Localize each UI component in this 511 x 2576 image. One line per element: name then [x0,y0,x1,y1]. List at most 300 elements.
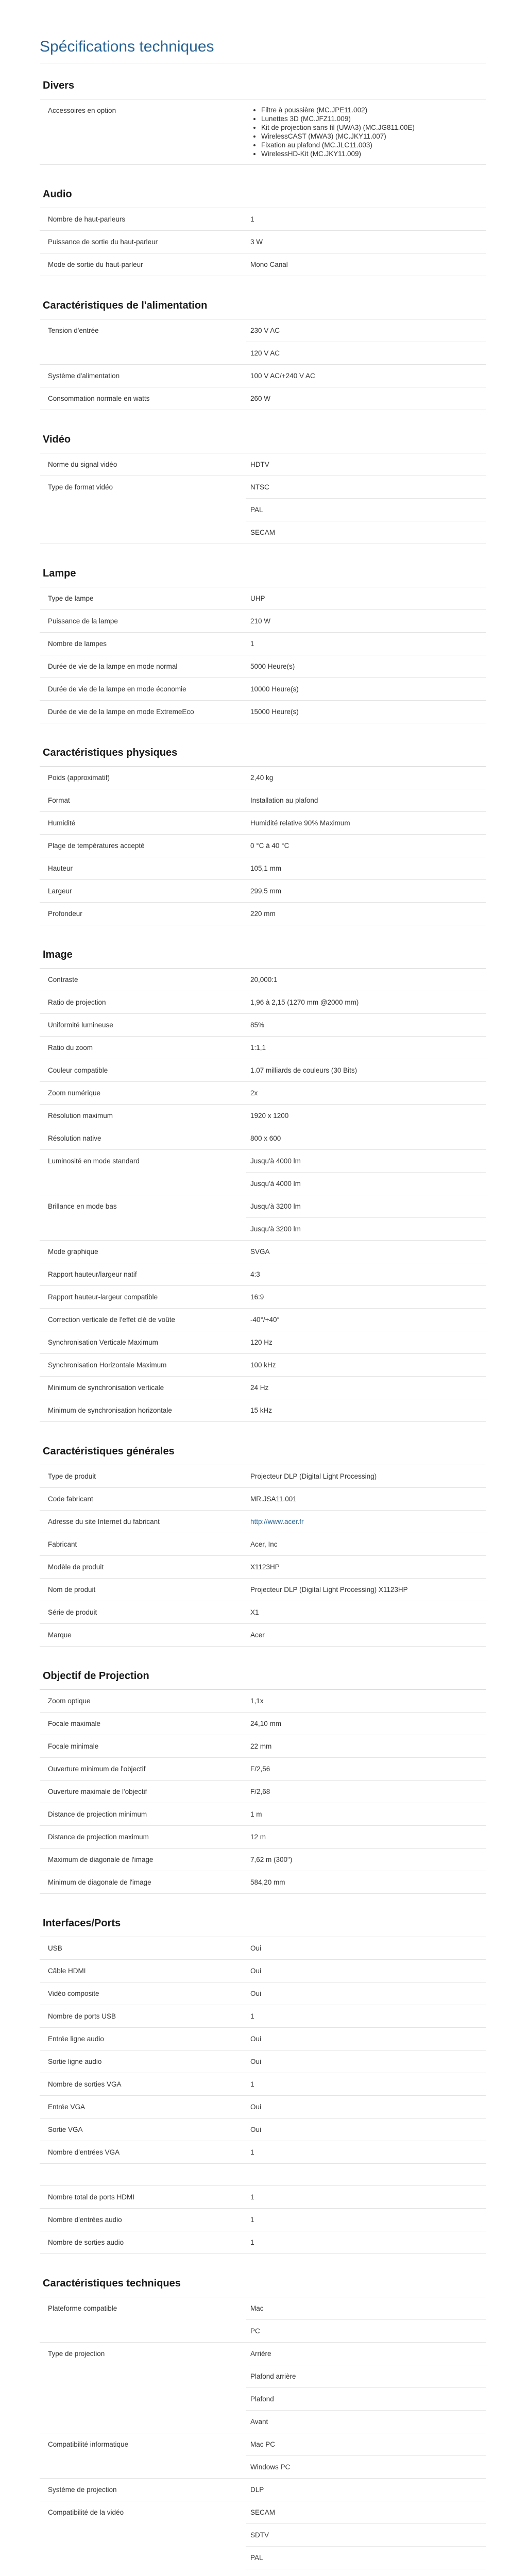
spec-row-type-de-lampe [40,587,486,610]
spec-values [246,1195,486,1240]
spec-value: 12 m [250,1833,266,1841]
spec-label: Type de format vidéo [48,483,113,491]
spec-values [246,1937,486,1959]
spec-row-minimum-de-synchronisation-verticale [40,1377,486,1399]
spec-row-compatibilite-informatique [40,2433,486,2479]
spec-row-distance-de-projection-maximum [40,1826,486,1849]
spec-value: PC [250,2327,260,2335]
spec-value: 120 V AC [250,349,280,357]
spec-label: Durée de vie de la lampe en mode économie [48,685,186,693]
spec-row-entree-ligne-audio [40,2028,486,2050]
spec-value: Installation au plafond [250,796,318,804]
spec-label: Nom de produit [48,1586,96,1594]
spec-value: 100 kHz [250,1361,276,1369]
spec-value: 2,40 kg [250,774,274,782]
spec-values [246,789,486,811]
spec-values [246,2050,486,2073]
spec-row-video-composite [40,1982,486,2005]
list-item: • Fixation au plafond (MC.JLC11.003) [261,141,478,149]
spec-row-adresse-du-site-internet-du-fabricant [40,1511,486,1533]
spec-row-nombre-de-sorties-audio [40,2231,486,2254]
spec-label: Poids (approximatif) [48,774,110,782]
spec-row-marque [40,1624,486,1647]
spec-value: 584,20 mm [250,1878,285,1886]
spec-label: Type de projection [48,2350,105,2358]
spec-label: Ouverture minimum de l'objectif [48,1765,146,1773]
spec-row-nombre-total-de-ports-hdmi [40,2186,486,2209]
spec-row-focale-maximale [40,1713,486,1735]
spec-row-luminosite-en-mode-standard [40,1150,486,1195]
spec-row-systeme-de-projection [40,2479,486,2501]
spec-label: Accessoires en option [48,107,116,114]
spec-values [246,387,486,410]
spec-value: Oui [250,1990,262,1997]
section-caracteristiques-techniques [40,2269,486,2576]
spec-label: Couleur compatible [48,1066,108,1074]
section-title: Divers [40,72,486,99]
spec-values [246,1331,486,1353]
spec-label: Uniformité lumineuse [48,1021,113,1029]
spec-values [246,1127,486,1149]
spec-values [246,767,486,789]
spec-row-nombre-de-ports-usb [40,2005,486,2028]
spec-values [246,880,486,902]
spec-label: Synchronisation Horizontale Maximum [48,1361,167,1369]
spec-value: Oui [250,2103,262,2111]
spec-label: Largeur [48,887,72,895]
spec-label: Marque [48,1631,72,1639]
spec-label: Câble HDMI [48,1967,86,1975]
spec-label: Luminosité en mode standard [48,1157,140,1165]
section-title: Objectif de Projection [40,1662,486,1690]
spec-value: 1,1x [250,1697,264,1705]
spec-value: Oui [250,2126,262,2133]
spec-value: 1 [250,2239,254,2246]
spec-values [246,812,486,834]
spec-row-modele-de-produit [40,1556,486,1579]
spec-values [246,1309,486,1331]
spec-label: Puissance de sortie du haut-parleur [48,238,158,246]
spec-values [246,610,486,632]
spec-label: Contraste [48,976,78,984]
spec-values [246,1826,486,1848]
spec-label: Plage de températures accepté [48,842,145,850]
spec-value: DLP [250,2486,264,2494]
section-title: Caractéristiques de l'alimentation [40,292,486,319]
spec-label: Hauteur [48,865,73,872]
spec-values [246,1465,486,1487]
spec-row-focale-minimale [40,1735,486,1758]
spec-value: 105,1 mm [250,865,282,872]
spec-value: F/2,56 [250,1765,270,1773]
spec-values [246,2119,486,2141]
spec-label: Focale maximale [48,1720,101,1727]
spec-row-rapport-hauteur-largeur-compatible [40,1286,486,1309]
section-divers [40,72,486,165]
spec-values [246,1758,486,1780]
spec-label: Compatibilité informatique [48,2441,129,2448]
spec-value: Mac [246,2297,486,2320]
spec-value: Oui [250,1967,262,1975]
spec-label: Puissance de la lampe [48,617,118,625]
spec-row-contraste [40,969,486,991]
spec-value: PAL [246,499,486,521]
spec-values [246,587,486,609]
spec-row-profondeur [40,903,486,925]
spec-value: 1920 x 1200 [250,1112,289,1120]
spec-row-resolution-maximum [40,1105,486,1127]
spec-values [246,1803,486,1825]
spec-row-uniformite-lumineuse [40,1014,486,1037]
spec-label: Profondeur [48,910,82,918]
spec-values [246,903,486,925]
list-item: • WirelessCAST (MWA3) (MC.JKY11.007) [261,132,478,141]
spec-label: Mode graphique [48,1248,98,1256]
spec-value: 22 mm [250,1742,272,1750]
spec-row-ratio-de-projection [40,991,486,1014]
spec-value: Plafond arrière [246,2365,486,2388]
spec-value: Projecteur DLP (Digital Light Processing) X1123HP [250,1586,408,1594]
section-title: Image [40,941,486,969]
spec-value: Oui [250,1944,262,1952]
spec-value [246,2569,486,2576]
spec-values [246,476,486,544]
spec-label: Série de produit [48,1608,97,1616]
section-title: Audio [40,180,486,208]
spec-values [246,253,486,276]
spec-value: 1 [250,2080,254,2088]
spec-values [246,633,486,655]
spec-value: 230 V AC [246,319,486,342]
spec-row-ouverture-minimum-de-l-objectif [40,1758,486,1781]
section-title: Interfaces/Ports [40,1909,486,1937]
spec-value: Jusqu'à 3200 lm [250,1225,301,1233]
spec-row-zoom-optique [40,1690,486,1713]
spec-values [246,319,486,364]
spec-row-format [40,789,486,812]
spec-values [246,2028,486,2050]
spec-values [246,231,486,253]
spec-label: Tension d'entrée [48,327,99,334]
spec-values [246,1533,486,1555]
spec-value: Windows PC [250,2463,291,2471]
spec-values [246,2231,486,2253]
section-caracteristiques-physiques [40,739,486,925]
spec-value: 16:9 [250,1293,264,1301]
list-item: • WirelessHD-Kit (MC.JKY11.009) [261,149,478,158]
spec-values [246,1713,486,1735]
spec-label: Distance de projection maximum [48,1833,149,1841]
section-caracteristiques-de-l-alimentation [40,292,486,410]
spec-label: Format [48,796,70,804]
spec-label: Résolution native [48,1134,101,1142]
spec-row-compatibilite-de-la-video [40,2501,486,2576]
accessory-list [246,99,486,164]
spec-label: Rapport hauteur-largeur compatible [48,1293,158,1301]
spec-values [246,1150,486,1195]
spec-label: Ratio de projection [48,998,106,1006]
spec-label: Maximum de diagonale de l'image [48,1856,154,1863]
spec-values [246,1871,486,1893]
spec-row-correction-verticale-de-l-effet-cle-de-voute [40,1309,486,1331]
spec-values [246,1399,486,1421]
spec-values [246,1037,486,1059]
spec-row-entree-vga [40,2096,486,2119]
spec-label: Compatibilité de la vidéo [48,2509,124,2516]
spec-row-distance-de-projection-minimum [40,1803,486,1826]
spec-row-duree-de-vie-de-la-lampe-en-mode-economie [40,678,486,701]
spec-value: Plafond [246,2388,486,2411]
spec-value: Arrière [246,2343,486,2365]
spec-value: 1.07 milliards de couleurs (30 Bits) [250,1066,357,1074]
spec-value: SECAM [250,529,276,536]
section-lampe [40,560,486,723]
spec-row-plateforme-compatible [40,2297,486,2343]
spec-row-sortie-ligne-audio [40,2050,486,2073]
spec-value: Mac PC [246,2433,486,2456]
spec-row-nombre-de-lampes [40,633,486,655]
spec-value: SDTV [246,2524,486,2547]
spec-value: Acer [250,1631,265,1639]
spec-values [246,365,486,387]
spec-values [246,2209,486,2231]
spec-value: -40°/+40° [250,1316,280,1324]
spec-value: 3 W [250,238,263,246]
spec-row-poids-approximatif [40,767,486,789]
spec-values [246,1488,486,1510]
spec-values [246,1511,486,1533]
spec-row-consommation-normale-en-watts [40,387,486,410]
section-video [40,426,486,544]
spec-label: Minimum de diagonale de l'image [48,1878,151,1886]
section-title: Caractéristiques générales [40,1437,486,1465]
spec-values [246,1579,486,1601]
spec-label: Vidéo composite [48,1990,99,1997]
spec-label: Nombre d'entrées audio [48,2216,122,2224]
spec-label: Zoom numérique [48,1089,101,1097]
spec-row-ratio-du-zoom [40,1037,486,1059]
spec-values [246,1377,486,1399]
spec-label: Fabricant [48,1540,77,1548]
spec-value: 1 [250,2216,254,2224]
spec-label: Mode de sortie du haut-parleur [48,261,143,268]
spec-label: Nombre total de ports HDMI [48,2193,135,2201]
spec-label: Nombre de lampes [48,640,107,648]
spec-values [246,2479,486,2501]
spec-row-tension-d-entree [40,319,486,365]
spec-row-brillance-en-mode-bas [40,1195,486,1241]
spec-row-puissance-de-sortie-du-haut-parleur [40,231,486,253]
spec-values [246,1735,486,1757]
spec-value: 24 Hz [250,1384,269,1392]
spec-value: Oui [250,2058,262,2065]
spec-row-nombre-d-entrees-audio [40,2209,486,2231]
section-objectif-de-projection [40,1662,486,1894]
spec-values [246,678,486,700]
spec-values [246,1601,486,1623]
spec-value: X1123HP [250,1563,280,1571]
spec-values [246,701,486,723]
spec-row-serie-de-produit [40,1601,486,1624]
spec-value: 120 Hz [250,1338,272,1346]
spec-value: 4:3 [250,1270,260,1278]
spec-row-sortie-vga [40,2119,486,2141]
spec-label: Humidité [48,819,76,827]
spec-value: SVGA [250,1248,270,1256]
spec-row-code-fabricant [40,1488,486,1511]
spec-label: Nombre de ports USB [48,2012,116,2020]
spec-value: 1 [250,215,254,223]
spec-value: 1 [250,2012,254,2020]
spec-row-minimum-de-diagonale-de-l-image [40,1871,486,1894]
spec-values [246,2073,486,2095]
spec-value: UHP [250,595,265,602]
list-item: • Kit de projection sans fil (UWA3) (MC.JG811.00E) [261,123,478,132]
spec-values [246,835,486,857]
spec-value: 10000 Heure(s) [250,685,299,693]
spec-value: Mono Canal [250,261,288,268]
spec-row-cable-hdmi [40,1960,486,1982]
spec-value: HDTV [250,461,269,468]
section-title: Caractéristiques physiques [40,739,486,767]
spec-value: MR.JSA11.001 [250,1495,297,1503]
spec-row-humidite [40,812,486,835]
spec-label: Zoom optique [48,1697,91,1705]
spec-value: 2x [250,1089,258,1097]
spec-value: Avant [250,2418,268,2426]
spec-row-zoom-numerique [40,1082,486,1105]
spec-label: Système de projection [48,2486,117,2494]
spec-value: 1 [250,640,254,648]
spec-value: SECAM [246,2501,486,2524]
spec-value: 5000 Heure(s) [250,663,295,670]
spec-row-plage-de-temperatures-accepte [40,835,486,857]
spec-values [246,2141,486,2163]
spec-value: Projecteur DLP (Digital Light Processing) [250,1472,377,1480]
spec-row-resolution-native [40,1127,486,1150]
section-title: Lampe [40,560,486,587]
spec-value: 800 x 600 [250,1134,281,1142]
spec-label: Nombre de sorties VGA [48,2080,122,2088]
spec-value: PAL [246,2547,486,2569]
spec-value: Oui [250,2035,262,2043]
spec-value: Jusqu'à 4000 lm [250,1180,301,1188]
spec-values [246,991,486,1013]
spec-value: 24,10 mm [250,1720,282,1727]
spec-values [246,1241,486,1263]
spec-row-puissance-de-la-lampe [40,610,486,633]
spec-label: USB [48,1944,62,1952]
spec-values [246,1960,486,1982]
spec-values [246,2433,486,2478]
spec-label: Consommation normale en watts [48,395,150,402]
spec-value: 1 m [250,1810,262,1818]
spec-value: F/2,68 [250,1788,270,1795]
spec-values [246,99,486,164]
spec-row-largeur [40,880,486,903]
spec-value [246,1511,486,1533]
section-title: Caractéristiques techniques [40,2269,486,2297]
section-image [40,941,486,1422]
spec-value: 1:1,1 [250,1044,266,1052]
spec-row-nombre-de-sorties-vga [40,2073,486,2096]
spec-label: Minimum de synchronisation horizontale [48,1406,172,1414]
spec-label: Focale minimale [48,1742,99,1750]
spec-label: Ratio du zoom [48,1044,93,1052]
spec-row-rapport-hauteur-largeur-natif [40,1263,486,1286]
spec-label: Plateforme compatible [48,2304,117,2312]
section-interfaces-ports [40,1909,486,2254]
spec-values [246,453,486,476]
spec-label: Nombre de haut-parleurs [48,215,126,223]
spec-value: NTSC [246,476,486,499]
section-title: Vidéo [40,426,486,453]
spec-value: 100 V AC/+240 V AC [250,372,315,380]
spec-label: Synchronisation Verticale Maximum [48,1338,158,1346]
spec-label: Entrée VGA [48,2103,86,2111]
manufacturer-link[interactable]: http://www.acer.fr [250,1518,304,1526]
spec-values [246,1556,486,1578]
spec-value: 299,5 mm [250,887,282,895]
spec-value: X1 [250,1608,259,1616]
spec-row-nombre-d-entrees-vga [40,2141,486,2164]
spec-row-maximum-de-diagonale-de-l-image [40,1849,486,1871]
section-caracteristiques-generales [40,1437,486,1647]
spec-values [246,1690,486,1712]
spec-row-norme-du-signal-video [40,453,486,476]
spec-values [246,208,486,230]
spec-row-mode-graphique [40,1241,486,1263]
list-item: • Lunettes 3D (MC.JFZ11.009) [261,114,478,123]
spec-values [246,2297,486,2342]
spec-row-ouverture-maximale-de-l-objectif [40,1781,486,1803]
spec-values [246,2501,486,2576]
spec-label: Sortie VGA [48,2126,83,2133]
spec-label: Nombre d'entrées VGA [48,2148,120,2156]
spec-values [246,2096,486,2118]
spec-value: 85% [250,1021,265,1029]
spec-label: Minimum de synchronisation verticale [48,1384,164,1392]
spec-label: Entrée ligne audio [48,2035,104,2043]
spec-label: Ouverture maximale de l'objectif [48,1788,147,1795]
spec-label: Brillance en mode bas [48,1202,117,1210]
spec-value: Jusqu'à 4000 lm [246,1150,486,1173]
list-item: • Filtre à poussière (MC.JPE11.002) [261,106,478,114]
spec-row-nom-de-produit [40,1579,486,1601]
spec-row-usb [40,1937,486,1960]
spec-value: 260 W [250,395,271,402]
spec-label: Sortie ligne audio [48,2058,102,2065]
spec-label: Type de produit [48,1472,96,1480]
spec-label: Norme du signal vidéo [48,461,117,468]
spec-values [246,1286,486,1308]
spec-row-nombre-de-haut-parleurs [40,208,486,231]
spec-values [246,857,486,879]
spec-values [246,1059,486,1081]
spec-row-synchronisation-verticale-maximum [40,1331,486,1354]
spec-values [246,2343,486,2433]
spec-values [246,1849,486,1871]
spec-value: 7,62 m (300") [250,1856,293,1863]
spec-row-duree-de-vie-de-la-lampe-en-mode-normal [40,655,486,678]
spec-label: Système d'alimentation [48,372,120,380]
spacer-row [40,2164,486,2186]
spec-values [246,655,486,677]
spec-value: Jusqu'à 3200 lm [246,1195,486,1218]
spec-label: Modèle de produit [48,1563,104,1571]
spec-value: 1,96 à 2,15 (1270 mm @2000 mm) [250,998,359,1006]
spec-value: 210 W [250,617,271,625]
